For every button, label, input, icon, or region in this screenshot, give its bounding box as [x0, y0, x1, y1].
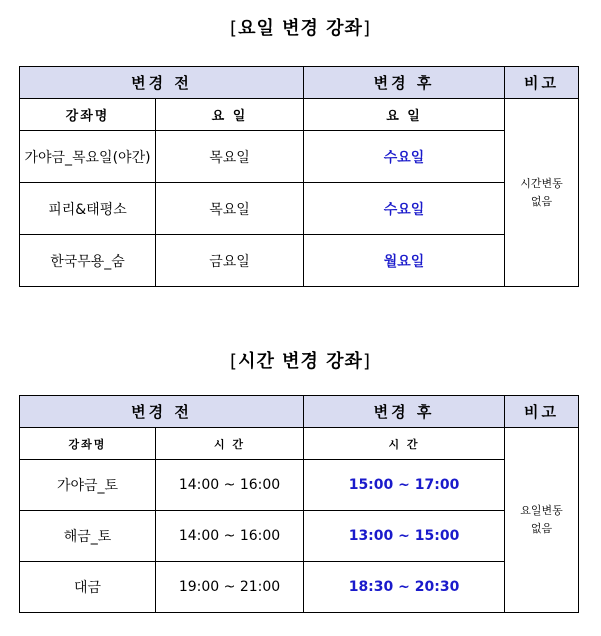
sub-header-row	[20, 428, 579, 460]
day-change-table	[19, 66, 579, 287]
header-before: 변경 전	[20, 67, 304, 99]
course-name: 피리&태평소	[20, 183, 156, 235]
after-day: 수요일	[304, 183, 505, 235]
note-line: 없음	[530, 194, 553, 208]
course-name: 가야금_토	[20, 460, 156, 511]
header-note: 비고	[505, 396, 579, 428]
course-name: 해금_토	[20, 511, 156, 562]
after-time: 15:00 ~ 17:00	[304, 460, 505, 511]
table-row	[20, 562, 579, 613]
section1-title: [요일 변경 강좌]	[230, 18, 371, 39]
before-time: 14:00 ~ 16:00	[156, 511, 304, 562]
course-name: 가야금_목요일(야간)	[20, 131, 156, 183]
table-row	[20, 235, 579, 287]
col-course: 강좌명	[20, 428, 156, 460]
before-time: 14:00 ~ 16:00	[156, 460, 304, 511]
course-name: 한국무용_숨	[20, 235, 156, 287]
table-row	[20, 183, 579, 235]
note-cell	[505, 99, 579, 287]
col-course: 강좌명	[20, 99, 156, 131]
after-time: 13:00 ~ 15:00	[304, 511, 505, 562]
col-after-day: 요 일	[304, 99, 505, 131]
before-day: 목요일	[156, 131, 304, 183]
col-after-time: 시 간	[304, 428, 505, 460]
section2-title: [시간 변경 강좌]	[230, 351, 371, 372]
note-line: 요일변동	[520, 504, 563, 517]
header-before: 변경 전	[20, 396, 304, 428]
note-line: 없음	[530, 522, 553, 535]
header-after: 변경 후	[304, 67, 505, 99]
header-after: 변경 후	[304, 396, 505, 428]
note-line: 시간변동	[520, 176, 563, 190]
sub-header-row	[20, 99, 579, 131]
course-name: 대금	[20, 562, 156, 613]
table-row	[20, 131, 579, 183]
table-row	[20, 511, 579, 562]
group-header-row	[20, 396, 579, 428]
time-change-table	[19, 395, 579, 613]
table-row	[20, 460, 579, 511]
before-day: 금요일	[156, 235, 304, 287]
group-header-row	[20, 67, 579, 99]
before-time: 19:00 ~ 21:00	[156, 562, 304, 613]
after-time: 18:30 ~ 20:30	[304, 562, 505, 613]
after-day: 월요일	[304, 235, 505, 287]
after-day: 수요일	[304, 131, 505, 183]
before-day: 목요일	[156, 183, 304, 235]
header-note: 비고	[505, 67, 579, 99]
note-cell	[505, 428, 579, 613]
col-before-day: 요 일	[156, 99, 304, 131]
col-before-time: 시 간	[156, 428, 304, 460]
